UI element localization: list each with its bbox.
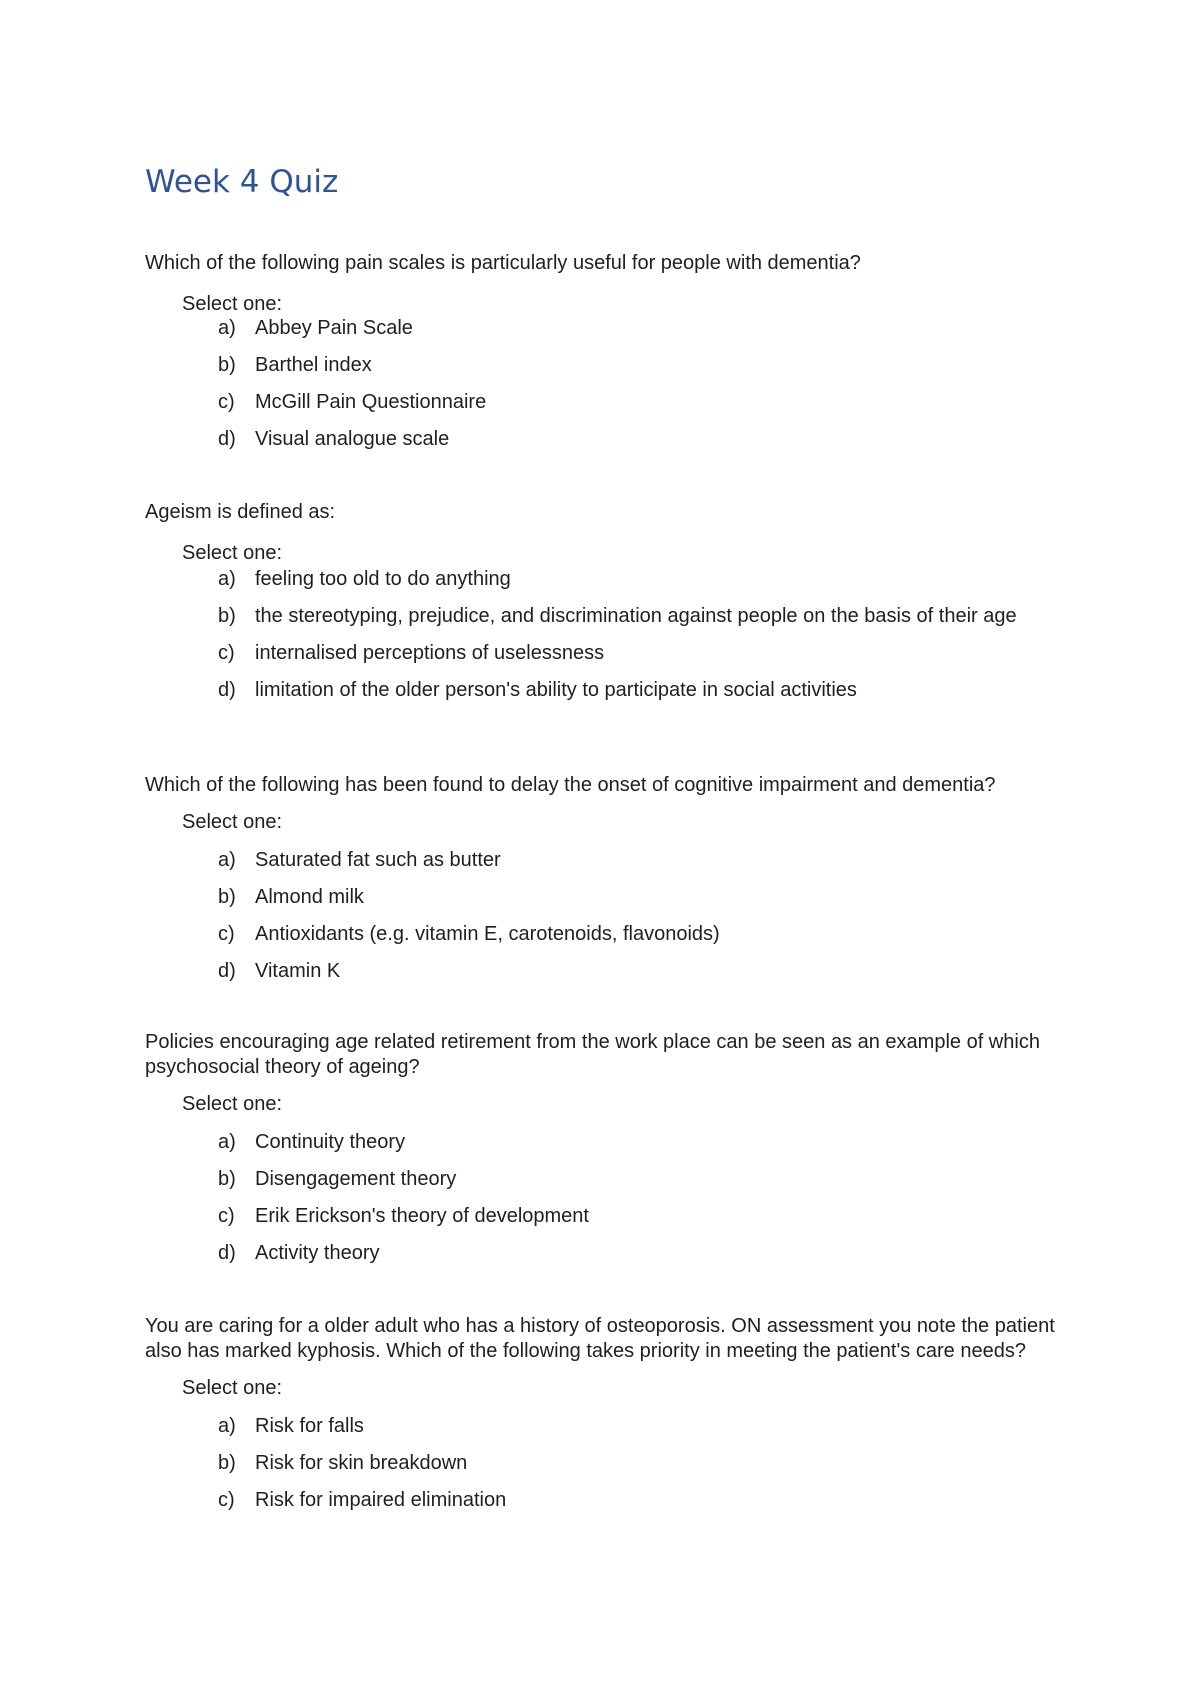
- option-letter: d): [218, 428, 236, 450]
- question-text: Which of the following pain scales is particularly useful for people with dementia?: [145, 252, 861, 274]
- select-one-label: Select one:: [182, 1093, 283, 1115]
- option-c[interactable]: [145, 641, 1065, 666]
- option-c[interactable]: [145, 922, 1065, 947]
- option-d[interactable]: [145, 678, 1065, 703]
- option-text: Risk for impaired elimination: [255, 1489, 507, 1511]
- option-text: Abbey Pain Scale: [255, 317, 413, 339]
- option-letter: a): [218, 317, 236, 339]
- question-3: [145, 773, 1065, 984]
- option-b[interactable]: [145, 1451, 1065, 1476]
- option-text: limitation of the older person's ability to participate in social activities: [255, 679, 857, 701]
- question-4: [145, 1030, 1065, 1266]
- options-list: [145, 1130, 1065, 1266]
- option-b[interactable]: [145, 885, 1065, 910]
- option-text: Risk for skin breakdown: [255, 1452, 468, 1474]
- option-text: Erik Erickson's theory of development: [255, 1205, 589, 1227]
- select-one-label: Select one:: [182, 293, 283, 315]
- option-letter: b): [218, 1168, 236, 1190]
- select-one-label: Select one:: [182, 811, 283, 833]
- option-b[interactable]: [145, 1167, 1065, 1192]
- option-text: Visual analogue scale: [255, 428, 450, 450]
- question-text: Policies encouraging age related retirement from the work place can be seen as an example of which psychosocial theory of ageing?: [145, 1031, 1040, 1078]
- option-c[interactable]: [145, 1204, 1065, 1229]
- option-letter: a): [218, 1415, 236, 1437]
- option-a[interactable]: [145, 848, 1065, 873]
- option-text: Saturated fat such as butter: [255, 849, 501, 871]
- option-text: feeling too old to do anything: [255, 568, 511, 590]
- option-text: McGill Pain Questionnaire: [255, 391, 487, 413]
- option-b[interactable]: [145, 604, 1065, 629]
- options-list: [145, 567, 1065, 703]
- question-text: You are caring for a older adult who has a history of osteoporosis. ON assessment you note the patient also has marked kyphosis. Which of the following takes priority in meeting the patient's care needs?: [145, 1315, 1055, 1362]
- option-text: Risk for falls: [255, 1415, 364, 1437]
- option-letter: a): [218, 849, 236, 871]
- option-letter: d): [218, 679, 236, 701]
- option-b[interactable]: [145, 353, 1065, 378]
- option-letter: b): [218, 354, 236, 376]
- options-list: [145, 848, 1065, 984]
- option-text: Disengagement theory: [255, 1168, 457, 1190]
- option-text: Antioxidants (e.g. vitamin E, carotenoids, flavonoids): [255, 923, 720, 945]
- options-list: [145, 316, 1065, 452]
- option-letter: a): [218, 1131, 236, 1153]
- select-one-label: Select one:: [182, 1377, 283, 1399]
- option-letter: b): [218, 1452, 236, 1474]
- option-letter: c): [218, 923, 235, 945]
- option-letter: d): [218, 1242, 236, 1264]
- option-letter: c): [218, 1205, 235, 1227]
- option-a[interactable]: [145, 1414, 1065, 1439]
- option-d[interactable]: [145, 1241, 1065, 1266]
- option-c[interactable]: [145, 1488, 1065, 1513]
- page-title: Week 4 Quiz: [145, 164, 339, 200]
- option-a[interactable]: [145, 567, 1065, 592]
- option-text: the stereotyping, prejudice, and discrimination against people on the basis of their age: [255, 605, 1017, 627]
- option-text: Almond milk: [255, 886, 364, 908]
- option-d[interactable]: [145, 959, 1065, 984]
- select-one-label: Select one:: [182, 542, 283, 564]
- option-c[interactable]: [145, 390, 1065, 415]
- option-letter: d): [218, 960, 236, 982]
- option-text: Continuity theory: [255, 1131, 406, 1153]
- option-text: Vitamin K: [255, 960, 341, 982]
- option-text: Activity theory: [255, 1242, 380, 1264]
- option-letter: b): [218, 605, 236, 627]
- option-letter: b): [218, 886, 236, 908]
- option-text: Barthel index: [255, 354, 372, 376]
- option-d[interactable]: [145, 427, 1065, 452]
- question-text: Ageism is defined as:: [145, 501, 336, 523]
- options-list: [145, 1414, 1065, 1513]
- option-letter: c): [218, 1489, 235, 1511]
- question-text: Which of the following has been found to delay the onset of cognitive impairment and dementia?: [145, 774, 996, 796]
- option-letter: a): [218, 568, 236, 590]
- option-letter: c): [218, 391, 235, 413]
- option-a[interactable]: [145, 1130, 1065, 1155]
- question-2: [145, 500, 1065, 703]
- question-1: [145, 251, 1065, 452]
- option-a[interactable]: [145, 316, 1065, 341]
- option-letter: c): [218, 642, 235, 664]
- option-text: internalised perceptions of uselessness: [255, 642, 605, 664]
- question-5: [145, 1314, 1065, 1513]
